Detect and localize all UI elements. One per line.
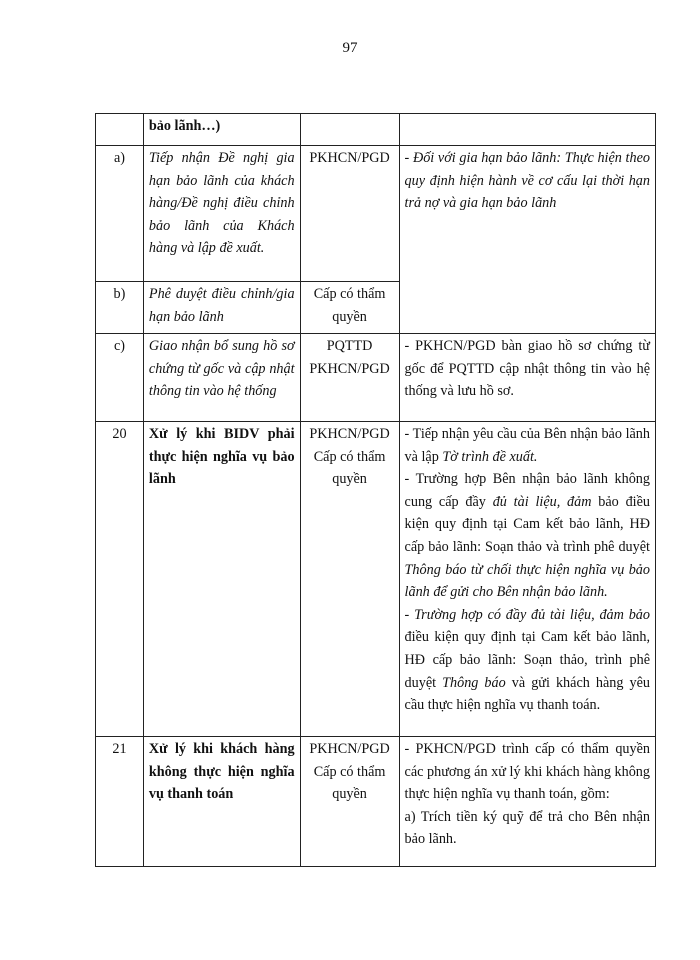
desc-text: đủ tài liệu, đảm	[492, 493, 592, 510]
step-number: 20	[96, 422, 144, 737]
desc-text: -	[404, 150, 413, 166]
desc-text: - Tiếp nhận yêu cầu của Bên nhận bảo lãnh và lập	[404, 426, 650, 465]
unit-cell	[300, 146, 399, 282]
unit-cell	[300, 737, 399, 867]
task-cell: Xử lý khi BIDV phải thực hiện nghĩa vụ bảo lãnh	[143, 422, 300, 737]
table-row	[96, 114, 656, 146]
task-cell: Giao nhận bổ sung hồ sơ chứng từ gốc và cập nhật thông tin vào hệ thống	[143, 334, 300, 422]
step-number	[96, 114, 144, 146]
step-number: a)	[96, 146, 144, 282]
desc-text: Thông báo	[442, 674, 506, 691]
desc-text: Đối với gia hạn bảo lãnh: Thực hiện theo quy định hiện hành về cơ cấu lại thời hạn trả nợ và gia hạn bảo lãnh	[404, 150, 650, 212]
desc-text: Tờ trình đề xuất.	[442, 448, 538, 465]
desc-text: điều kiện quy định tại Cam kết bảo lãnh, HĐ cấp bảo lãnh: Soạn thảo, trình phê duyệt	[404, 629, 650, 691]
procedure-table	[95, 113, 656, 867]
desc-paragraph	[405, 468, 650, 604]
unit-line: PQTTD	[326, 338, 373, 354]
table-row	[96, 422, 656, 737]
step-number: 21	[96, 737, 144, 867]
desc-text: - Trường hợp Bên nhận bảo lãnh không cung cấp đầy	[404, 471, 650, 510]
table-row	[96, 146, 656, 282]
table-row	[96, 737, 656, 867]
unit-cell	[300, 334, 399, 422]
desc-text: -	[404, 606, 415, 623]
desc-text: Trường hợp có đầy đủ tài liệu, đảm bảo	[414, 606, 650, 623]
description-cell	[399, 146, 655, 334]
page-number: 97	[342, 40, 358, 56]
description-cell	[399, 737, 655, 867]
desc-paragraph: - PKHCN/PGD trình cấp có thẩm quyền các phương án xử lý khi khách hàng không thực hiện nghĩa vụ thanh toán, gồm:	[404, 741, 650, 803]
table-row	[96, 334, 656, 422]
description-cell	[399, 114, 655, 146]
task-cell: Xử lý khi khách hàng không thực hiện nghĩa vụ thanh toán	[143, 737, 300, 867]
step-number: c)	[96, 334, 144, 422]
desc-text: và gửi khách hàng yêu cầu thực hiện nghĩa vụ thanh toán.	[404, 674, 650, 714]
description-cell	[399, 422, 655, 737]
task-cell: bảo lãnh…)	[143, 114, 300, 146]
desc-paragraph	[405, 604, 650, 717]
unit-line: PKHCN/PGD	[309, 150, 390, 166]
step-number: b)	[96, 282, 144, 334]
unit-cell	[300, 114, 399, 146]
desc-text: bảo điều kiện quy định tại Cam kết bảo lãnh, HĐ cấp bảo lãnh: Soạn thảo và trình phê duyệt	[404, 493, 650, 555]
unit-line: Cấp có thẩm quyền	[313, 448, 386, 488]
unit-cell: Cấp có thẩm quyền	[300, 282, 399, 334]
desc-text: Thông báo từ chối thực hiện nghĩa vụ bảo lãnh để gửi cho Bên nhận bảo lãnh.	[404, 561, 650, 601]
unit-line: PKHCN/PGD	[309, 426, 390, 442]
description-cell: - PKHCN/PGD bàn giao hồ sơ chứng từ gốc để PQTTD cập nhật thông tin vào hệ thống và lưu hồ sơ.	[399, 334, 655, 422]
unit-line: PKHCN/PGD	[309, 360, 390, 377]
desc-paragraph	[405, 423, 650, 468]
task-cell: Phê duyệt điều chỉnh/gia hạn bảo lãnh	[143, 282, 300, 334]
unit-line: PKHCN/PGD	[309, 741, 390, 757]
unit-line: Cấp có thẩm quyền	[313, 763, 386, 803]
desc-paragraph: a) Trích tiền ký quỹ để trả cho Bên nhận bảo lãnh.	[404, 808, 650, 848]
task-cell: Tiếp nhận Đề nghị gia hạn bảo lãnh của khách hàng/Đề nghị điều chỉnh bảo lãnh của Khách hàng và lập đề xuất.	[143, 146, 300, 282]
unit-cell	[300, 422, 399, 737]
